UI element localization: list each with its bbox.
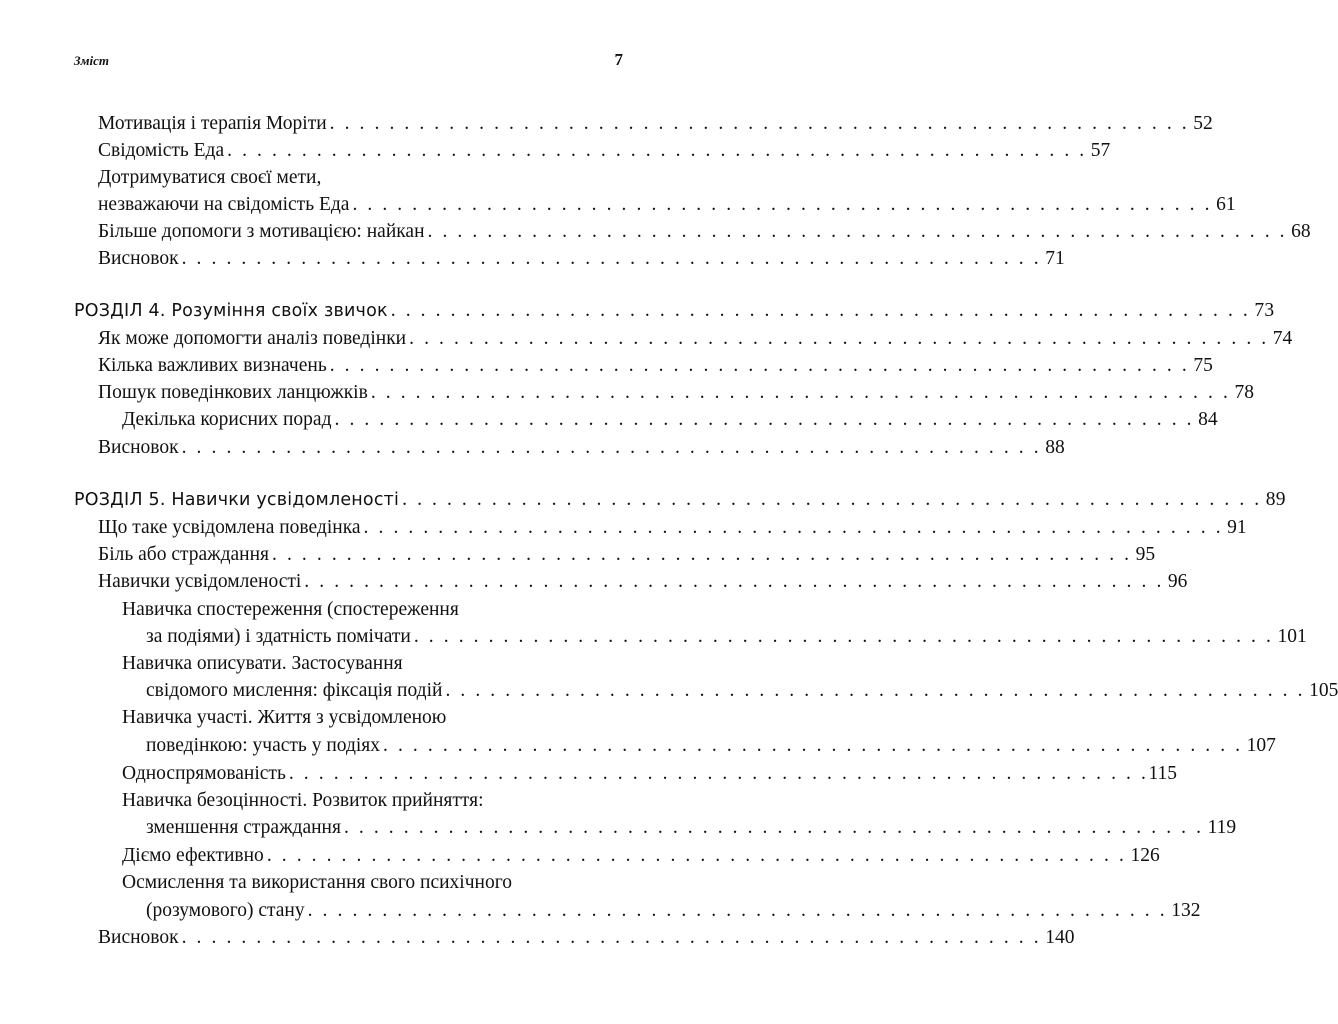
toc-entry-title-line1: Навичка безоцінності. Розвиток прийняття:	[122, 790, 484, 811]
toc-entry-page: 78	[1234, 382, 1254, 403]
toc-entry-title-line1: Навичка описувати. Застосування	[122, 653, 403, 674]
toc-entry	[98, 379, 1254, 406]
toc-entry-page: 132	[1171, 900, 1201, 921]
toc-entry	[146, 677, 1338, 704]
dot-leader: . . . . . . . . . . . . . . . . . . . . . . . . . . . . . . . . . . . . . . . . . . . . . . . . . . . . . . . . . .	[352, 194, 1213, 215]
toc-entry-title: Діємо ефективно	[122, 845, 264, 866]
toc-entry-page: 74	[1272, 328, 1293, 349]
toc-entry-page: 61	[1216, 194, 1236, 215]
dot-leader: . . . . . . . . . . . . . . . . . . . . . . . . . . . . . . . . . . . . . . . . . . . . . . . . . . . . . . . . . .	[307, 900, 1168, 921]
chapter-heading	[74, 297, 1275, 325]
dot-leader: . . . . . . . . . . . . . . . . . . . . . . . . . . . . . . . . . . . . . . . . . . . . . . . . . . . . . . . . . .	[329, 113, 1190, 134]
toc-entry	[98, 924, 1075, 951]
chapter-heading	[74, 486, 1286, 514]
toc-entry-page: 84	[1198, 409, 1218, 430]
toc-entry	[98, 541, 1156, 568]
dot-leader: . . . . . . . . . . . . . . . . . . . . . . . . . . . . . . . . . . . . . . . . . . . . . . . . . . . . . . . . . .	[329, 355, 1190, 376]
toc-entry-page: 68	[1291, 221, 1311, 242]
dot-leader: . . . . . . . . . . . . . . . . . . . . . . . . . . . . . . . . . . . . . . . . . . . . . . . . . . . . . . . . . .	[409, 328, 1269, 349]
toc-entry	[146, 814, 1237, 841]
toc-entry-page: 71	[1045, 248, 1065, 269]
toc-entry	[122, 406, 1218, 433]
toc-entry-title: Декілька корисних порад	[122, 409, 332, 430]
toc-entry-page: 89	[1265, 489, 1286, 510]
dot-leader: . . . . . . . . . . . . . . . . . . . . . . . . . . . . . . . . . . . . . . . . . . . . . . . . . . . . . . . . . .	[181, 248, 1042, 269]
running-head-title: Зміст	[74, 53, 110, 68]
toc-entry-page: 73	[1254, 300, 1275, 321]
toc-entry	[122, 842, 1160, 869]
toc-entry-title: незважаючи на свідомість Еда	[98, 194, 350, 215]
dot-leader: . . . . . . . . . . . . . . . . . . . . . . . . . . . . . . . . . . . . . . . . . . . . . . . . . . . . . . . . . .	[390, 300, 1251, 321]
toc-entry-page: 107	[1246, 735, 1276, 756]
dot-leader: . . . . . . . . . . . . . . . . . . . . . . . . . . . . . . . . . . . . . . . . . . . . . . . . . . . . . . . . . .	[181, 437, 1042, 458]
toc-entry-page: 96	[1167, 571, 1188, 592]
toc-entry-title-line1: Навичка участі. Життя з усвідомленою	[122, 707, 447, 728]
toc-entry	[98, 245, 1065, 272]
toc-entry-title: Свідомість Еда	[98, 140, 225, 161]
toc-entry-title: Кілька важливих визначень	[98, 355, 327, 376]
toc-entry-page: 126	[1130, 845, 1160, 866]
toc-entry	[122, 760, 1178, 787]
toc-entry-page: 119	[1207, 817, 1237, 838]
dot-leader: . . . . . . . . . . . . . . . . . . . . . . . . . . . . . . . . . . . . . . . . . . . . . . . . . . . . . . . . . .	[343, 817, 1204, 838]
dot-leader: . . . . . . . . . . . . . . . . . . . . . . . . . . . . . . . . . . . . . . . . . . . . . . . . . . . . . . . . . .	[427, 221, 1288, 242]
toc-entry-title: за подіями) і здатність помічати	[146, 626, 411, 647]
toc-entry-title: Висновок	[98, 437, 179, 458]
toc-entry	[98, 434, 1065, 461]
toc-entry	[98, 514, 1247, 541]
dot-leader: . . . . . . . . . . . . . . . . . . . . . . . . . . . . . . . . . . . . . . . . . . . . . . . . . . . . . . . . . .	[304, 571, 1164, 592]
toc-entry	[98, 110, 1213, 137]
toc-entry-title: свідомого мислення: фіксація подій	[146, 680, 443, 701]
toc-entry-page: 88	[1045, 437, 1065, 458]
toc-entry-page: 57	[1090, 140, 1111, 161]
toc-entry-page: 75	[1193, 355, 1213, 376]
toc-entry-title: Пошук поведінкових ланцюжків	[98, 382, 368, 403]
toc-entry	[146, 732, 1276, 759]
toc-entry	[146, 623, 1307, 650]
toc-entry	[98, 325, 1293, 352]
toc-entry-title: Як може допомогти аналіз поведінки	[98, 328, 407, 349]
page-number: 7	[614, 50, 623, 69]
toc-entry	[98, 218, 1311, 245]
dot-leader: . . . . . . . . . . . . . . . . . . . . . . . . . . . . . . . . . . . . . . . . . . . . . . . . . . . . . . . . . .	[181, 927, 1042, 948]
toc-entry-page: 95	[1135, 544, 1156, 565]
toc-entry	[98, 352, 1213, 379]
toc-entry-title: Більше допомоги з мотивацією: найкан	[98, 221, 425, 242]
toc-entry	[98, 568, 1188, 595]
dot-leader: . . . . . . . . . . . . . . . . . . . . . . . . . . . . . . . . . . . . . . . . . . . . . . . . . . . . . . . . . .	[288, 763, 1149, 784]
dot-leader: . . . . . . . . . . . . . . . . . . . . . . . . . . . . . . . . . . . . . . . . . . . . . . . . . . . . . . . . . .	[445, 680, 1306, 701]
toc-entry-title: Мотивація і терапія Моріти	[98, 113, 327, 134]
toc-entry	[98, 137, 1111, 164]
toc-entry-title: Односпрямованість	[122, 763, 286, 784]
dot-leader: . . . . . . . . . . . . . . . . . . . . . . . . . . . . . . . . . . . . . . . . . . . . . . . . . . . . . . . . . .	[272, 544, 1132, 565]
toc-entry-title: поведінкою: участь у подіях	[146, 735, 381, 756]
dot-leader: . . . . . . . . . . . . . . . . . . . . . . . . . . . . . . . . . . . . . . . . . . . . . . . . . . . . . . . . . .	[266, 845, 1127, 866]
dot-leader: . . . . . . . . . . . . . . . . . . . . . . . . . . . . . . . . . . . . . . . . . . . . . . . . . . . . . . . . . .	[370, 382, 1231, 403]
toc-entry-page: 101	[1277, 626, 1307, 647]
toc-entry-title: Висновок	[98, 927, 179, 948]
dot-leader: . . . . . . . . . . . . . . . . . . . . . . . . . . . . . . . . . . . . . . . . . . . . . . . . . . . . . . . . . .	[402, 489, 1262, 510]
toc-entry-title: Навички усвідомленості	[98, 571, 302, 592]
toc-entry-title: Біль або страждання	[98, 544, 270, 565]
toc-entry	[146, 897, 1201, 924]
toc-entry-page: 91	[1227, 517, 1247, 538]
toc-entry-title-line1: Осмислення та використання свого психічного	[122, 872, 512, 893]
dot-leader: . . . . . . . . . . . . . . . . . . . . . . . . . . . . . . . . . . . . . . . . . . . . . . . . . . . . . . . . . .	[227, 140, 1087, 161]
toc-entry-title: зменшення страждання	[146, 817, 341, 838]
toc-entry-title: (розумового) стану	[146, 900, 305, 921]
toc-entry-page: 140	[1045, 927, 1075, 948]
dot-leader: . . . . . . . . . . . . . . . . . . . . . . . . . . . . . . . . . . . . . . . . . . . . . . . . . . . . . . . . . .	[383, 735, 1243, 756]
toc-entry-title: Що таке усвідомлена поведінка	[98, 517, 361, 538]
chapter-title: РОЗДІЛ 4. Розуміння своїх звичок	[74, 301, 388, 321]
toc-entry	[98, 191, 1236, 218]
toc-entry-page: 105	[1309, 680, 1338, 701]
dot-leader: . . . . . . . . . . . . . . . . . . . . . . . . . . . . . . . . . . . . . . . . . . . . . . . . . . . . . . . . . .	[334, 409, 1195, 430]
toc-entry-page: 115	[1148, 763, 1178, 784]
toc-entry-page: 52	[1193, 113, 1213, 134]
toc-entry-title: Висновок	[98, 248, 179, 269]
dot-leader: . . . . . . . . . . . . . . . . . . . . . . . . . . . . . . . . . . . . . . . . . . . . . . . . . . . . . . . . . .	[413, 626, 1274, 647]
toc-entry-title-line1: Навичка спостереження (спостереження	[122, 599, 459, 620]
chapter-title: РОЗДІЛ 5. Навички усвідомленості	[74, 490, 400, 510]
toc-entry-title-line1: Дотримуватися своєї мети,	[98, 167, 322, 188]
dot-leader: . . . . . . . . . . . . . . . . . . . . . . . . . . . . . . . . . . . . . . . . . . . . . . . . . . . . . . . . . .	[363, 517, 1224, 538]
running-head	[74, 50, 623, 70]
